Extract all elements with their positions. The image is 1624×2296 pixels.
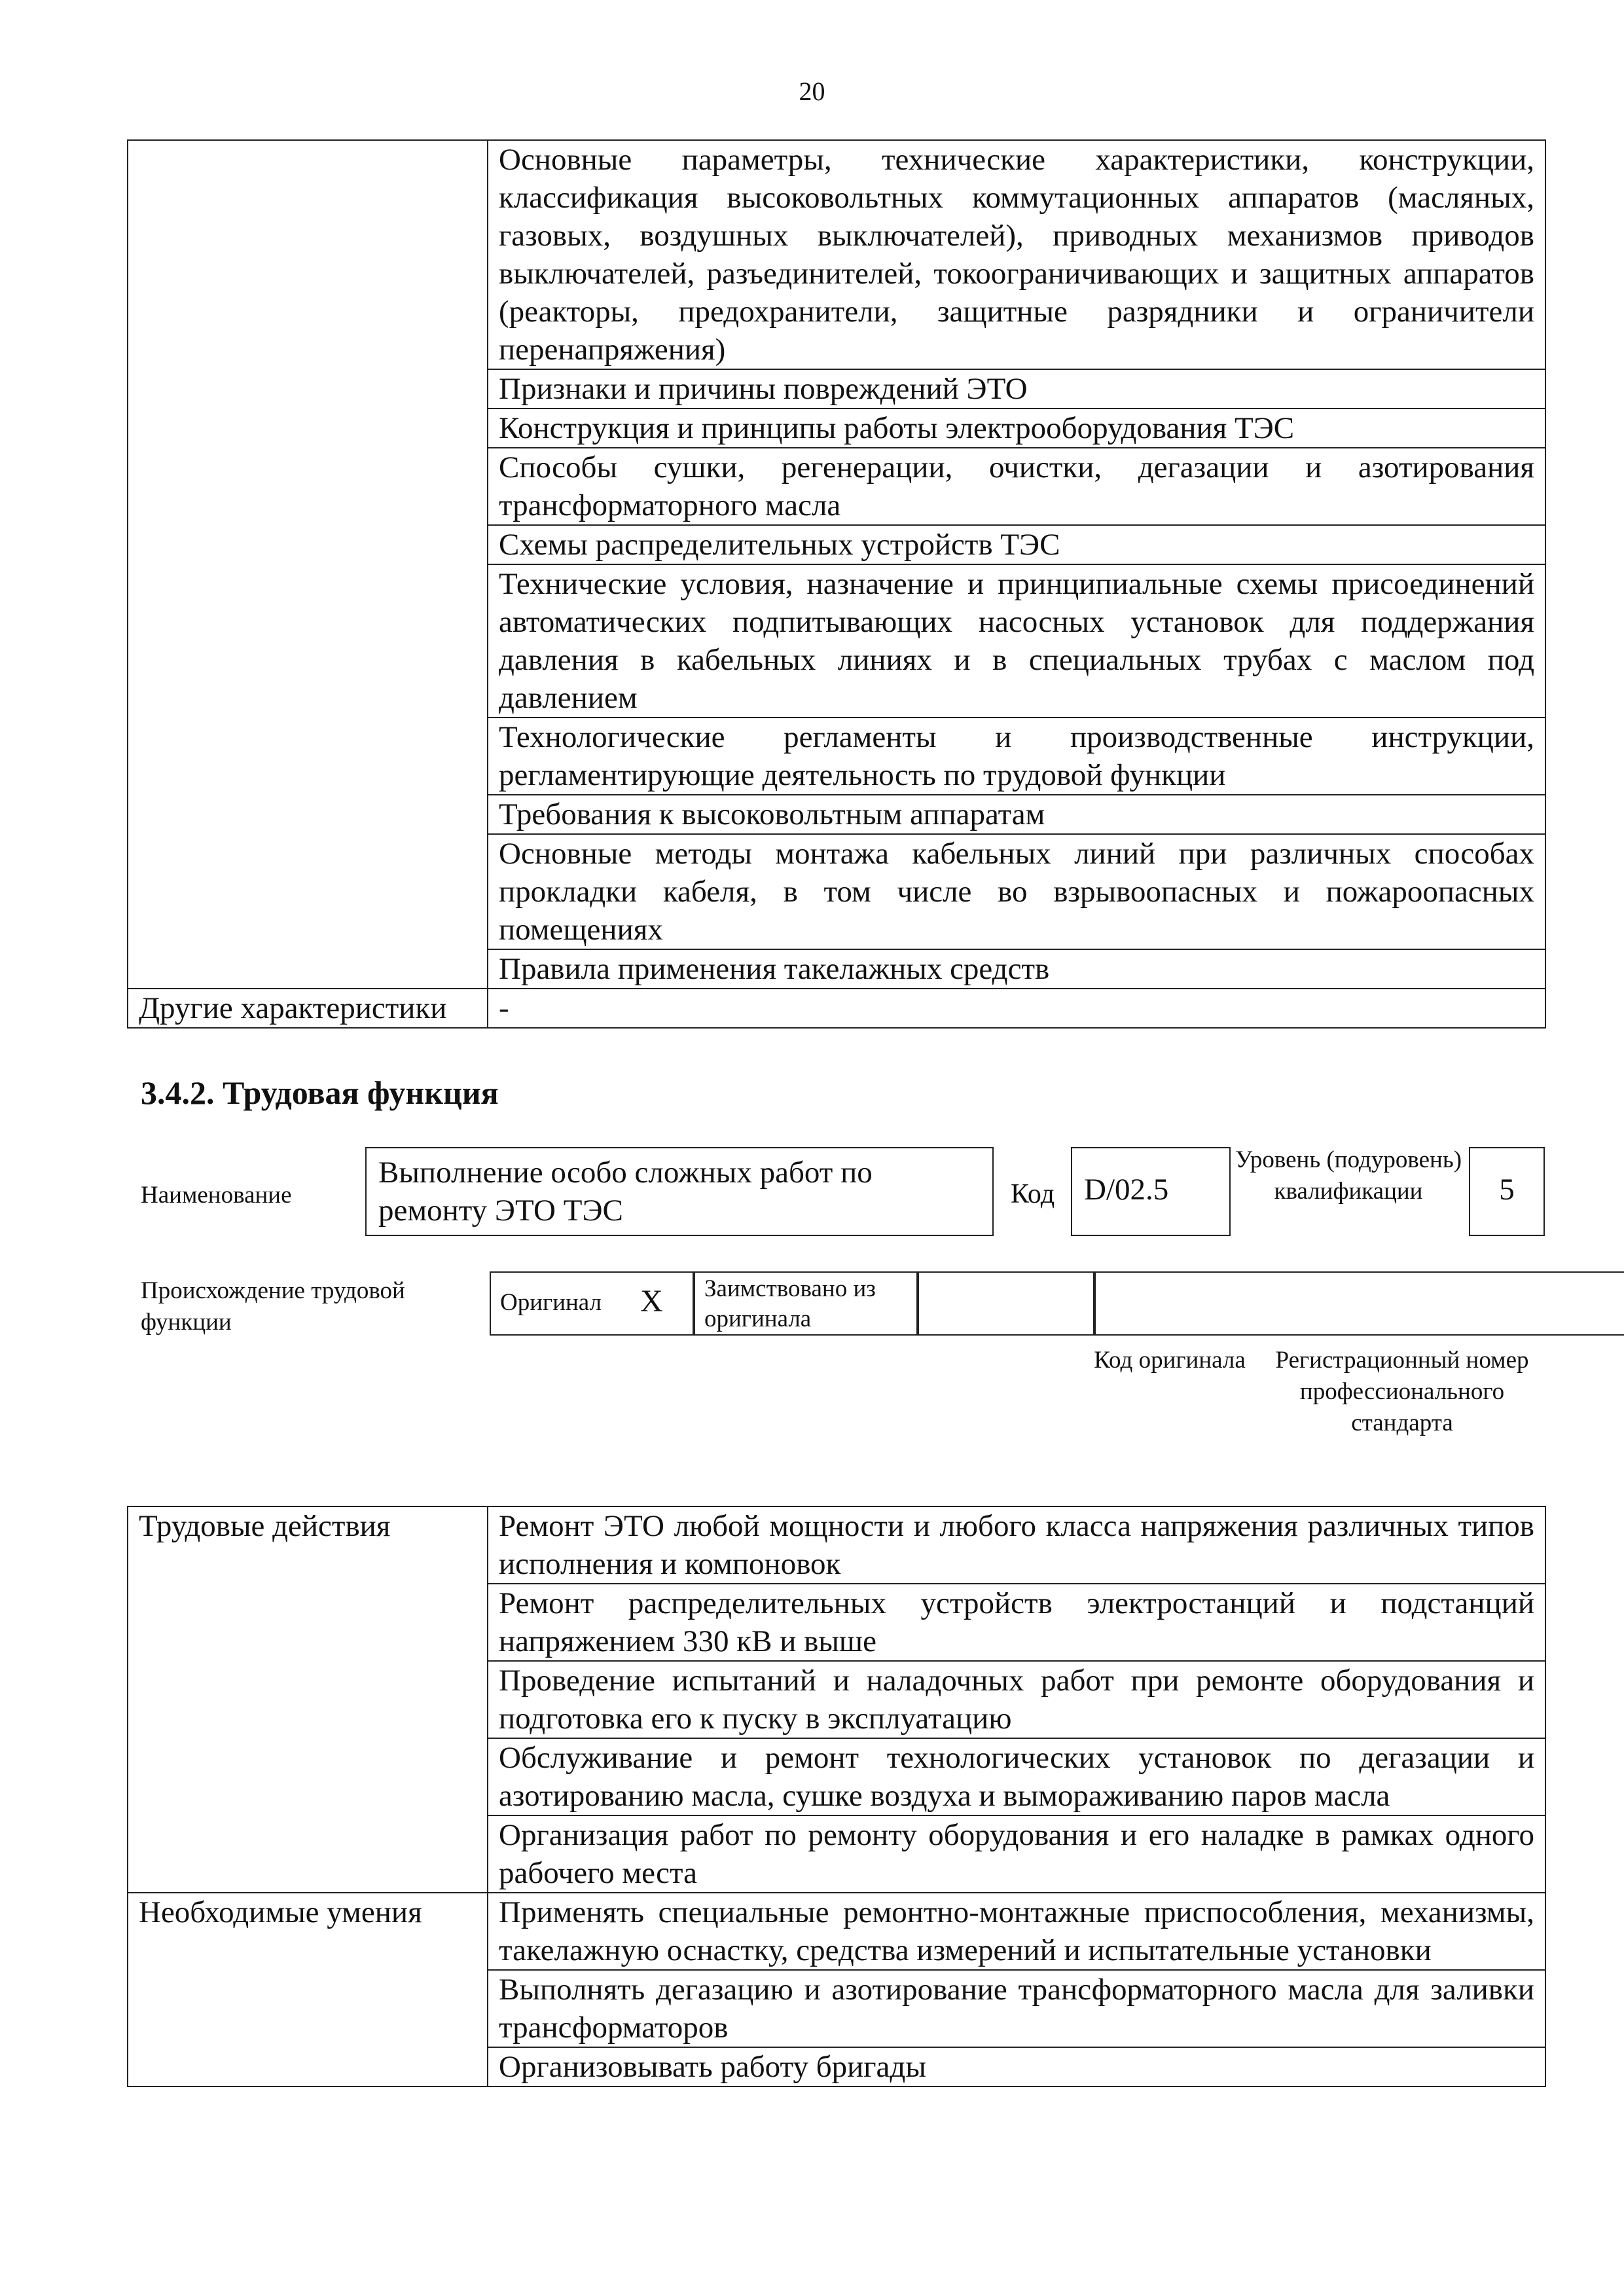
table-row (128, 1893, 1545, 1970)
original-mark: X (640, 1284, 663, 1319)
level-box (1469, 1147, 1545, 1236)
page-number: 20 (799, 77, 825, 106)
reg-number-label: Регистрационный номер профессионального стандарта (1275, 1347, 1529, 1436)
action-item: Организация работ по ремонту оборудования и его наладке в рамках одного рабочего места (488, 1815, 1545, 1893)
code-box (1071, 1147, 1231, 1236)
knowledge-item: Основные методы монтажа кабельных линий при различных способах прокладки кабеля, в том числе во взрывоопасных и пожароопасных помещениях (488, 834, 1545, 949)
other-characteristics-label: Другие характеристики (128, 989, 488, 1028)
original-label: Оригинал (500, 1289, 602, 1316)
original-cell (490, 1271, 694, 1336)
code-original-label: Код оригинала (1094, 1347, 1246, 1374)
knowledge-item: Конструкция и принципы работы электрооборудования ТЭС (488, 409, 1545, 448)
section-title: 3.4.2. Трудовая функция (141, 1074, 499, 1111)
name-label: Наименование (141, 1182, 292, 1209)
skill-item: Применять специальные ремонтно-монтажные приспособления, механизмы, такелажную оснастку, средства измерений и испытательные установки (488, 1893, 1545, 1970)
actions-label: Трудовые действия (128, 1506, 488, 1893)
knowledge-item: Технические условия, назначение и принципиальные схемы присоединений автоматических подпитывающих насосных установок для поддержания давления в кабельных линиях и в специальных трубах с маслом под давлением (488, 564, 1545, 718)
knowledge-item: Способы сушки, регенерации, очистки, дегазации и азотирования трансформаторного масла (488, 448, 1545, 525)
level-value: 5 (1499, 1173, 1515, 1207)
other-characteristics-value: - (488, 989, 1545, 1028)
table-row (128, 1506, 1545, 1584)
function-details-table (127, 1506, 1546, 2087)
code-original-cell (918, 1271, 1094, 1336)
knowledge-item: Признаки и причины повреждений ЭТО (488, 369, 1545, 409)
borrowed-label: Заимствовано из оригинала (704, 1275, 876, 1332)
function-name-box (365, 1147, 994, 1236)
function-name-value: Выполнение особо сложных работ по ремонту ЭТО ТЭС (378, 1156, 873, 1228)
knowledge-item: Основные параметры, технические характеристики, конструкции, классификация высоковольтных коммутационных аппаратов (масляных, газовых, воздушных выключателей), приводных механизмов приводов выключателей, разъединителей, токоограничивающих и защитных аппаратов (реакторы, предохранители, защитные разрядники и ограничители перенапряжения) (488, 140, 1545, 369)
skill-item: Организовывать работу бригады (488, 2047, 1545, 2086)
knowledge-item: Требования к высоковольтным аппаратам (488, 795, 1545, 834)
knowledge-label-cell (128, 140, 488, 989)
knowledge-item: Технологические регламенты и производственные инструкции, регламентирующие деятельность по трудовой функции (488, 718, 1545, 795)
borrowed-cell (694, 1271, 918, 1336)
skill-item: Выполнять дегазацию и азотирование трансформаторного масла для заливки трансформаторов (488, 1970, 1545, 2047)
table-row (128, 140, 1545, 369)
action-item: Ремонт распределительных устройств электростанций и подстанций напряжением 330 кВ и выше (488, 1584, 1545, 1661)
level-label: Уровень (подуровень) квалификации (1235, 1146, 1462, 1205)
table-row (128, 989, 1545, 1028)
action-item: Ремонт ЭТО любой мощности и любого класса напряжения различных типов исполнения и компоновок (488, 1506, 1545, 1584)
knowledge-item: Правила применения такелажных средств (488, 949, 1545, 989)
code-label: Код (1011, 1179, 1055, 1209)
skills-label: Необходимые умения (128, 1893, 488, 2086)
reg-number-cell (1094, 1271, 1624, 1336)
code-value: D/02.5 (1084, 1173, 1169, 1207)
action-item: Обслуживание и ремонт технологических установок по дегазации и азотированию масла, сушке воздуха и вымораживанию паров масла (488, 1738, 1545, 1815)
origin-label: Происхождение трудовой функции (141, 1277, 405, 1336)
knowledge-item: Схемы распределительных устройств ТЭС (488, 525, 1545, 564)
knowledge-table (127, 139, 1546, 1029)
action-item: Проведение испытаний и наладочных работ при ремонте оборудования и подготовка его к пуску в эксплуатацию (488, 1661, 1545, 1738)
